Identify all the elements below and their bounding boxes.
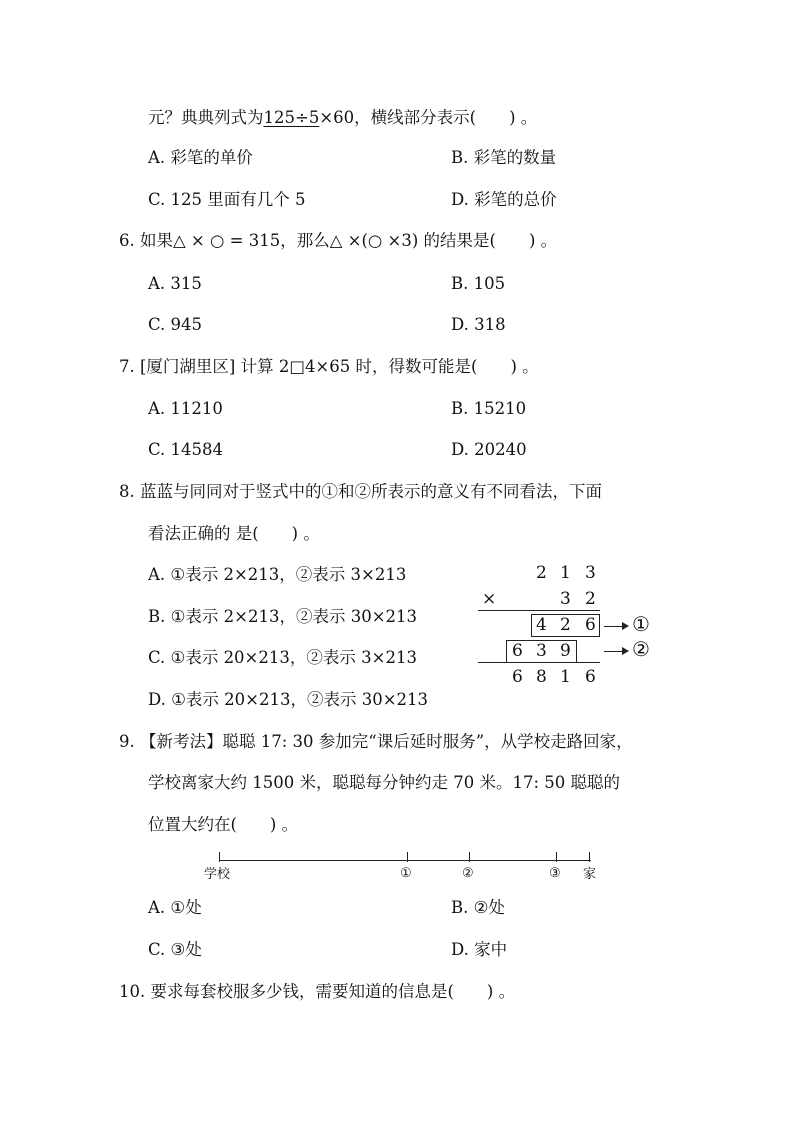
calc-rule-bottom [478,662,600,663]
label-mark-2: ② [462,866,474,881]
q9-option-b[interactable]: B. ②处 [451,898,505,917]
multiplier-digit: 3 [560,589,571,609]
q9-stem-line3: 位置大约在( ) 。 [148,815,299,834]
number-line [219,860,591,861]
q9-stem-line2: 学校离家大约 1500 米，聪聪每分钟约走 70 米。17: 50 聪聪的 [148,773,621,792]
tick-mark-2 [469,852,470,862]
q6-option-d[interactable]: D. 318 [451,315,506,334]
result-digit: 6 [585,667,596,687]
tick-school [219,852,220,862]
label-mark-1: ① [400,866,412,881]
label-home: 家 [583,867,597,882]
q5-option-d[interactable]: D. 彩笔的总价 [451,190,557,209]
times-sign: × [482,589,497,609]
q5-option-b[interactable]: B. 彩笔的数量 [451,148,557,167]
q8-option-b[interactable]: B. ①表示 2×213，②表示 30×213 [148,607,418,626]
q5-stem-post: ×60，横线部分表示( ) 。 [319,108,538,127]
calc-rule-top [478,610,600,611]
q8-stem-line1: 8. 蓝蓝与同同对于竖式中的①和②所表示的意义有不同看法，下面 [119,482,602,501]
q9-option-a[interactable]: A. ①处 [148,898,202,917]
q8-option-c[interactable]: C. ①表示 20×213，②表示 3×213 [148,648,417,667]
q7-option-b[interactable]: B. 15210 [451,399,527,418]
q10-stem: 10. 要求每套校服多少钱，需要知道的信息是( ) 。 [119,982,516,1001]
result-digit: 1 [560,667,571,687]
q7-option-c[interactable]: C. 14584 [148,440,224,459]
q6-option-b[interactable]: B. 105 [451,274,506,293]
partial2-digit: 6 [512,641,523,661]
q5-stem-underlined: 125÷5 [263,108,320,127]
q8-option-a[interactable]: A. ①表示 2×213，②表示 3×213 [148,565,407,584]
partial2-digit: 3 [536,641,547,661]
tick-mark-3 [556,852,557,862]
partial1-digit: 6 [585,615,596,635]
q9-stem-line1: 9. 【新考法】聪聪 17: 30 参加完“课后延时服务”，从学校走路回家， [119,732,633,751]
q9-option-d[interactable]: D. 家中 [451,940,508,959]
q7-option-d[interactable]: D. 20240 [451,440,527,459]
tick-mark-1 [407,852,408,862]
q8-stem-line2: 看法正确的 是( ) 。 [148,524,320,543]
q8-option-d[interactable]: D. ①表示 20×213，②表示 30×213 [148,690,429,709]
arrow-to-mark-2 [604,651,623,652]
multiplicand-digit: 3 [585,563,596,583]
q5-option-a[interactable]: A. 彩笔的单价 [148,148,253,167]
arrow-to-mark-1 [604,626,623,627]
result-digit: 8 [536,667,547,687]
label-school: 学校 [204,867,231,882]
multiplier-digit: 2 [585,589,596,609]
result-digit: 6 [512,667,523,687]
multiplicand-digit: 2 [536,563,547,583]
q5-option-c[interactable]: C. 125 里面有几个 5 [148,190,306,209]
q9-option-c[interactable]: C. ③处 [148,940,202,959]
q6-option-a[interactable]: A. 315 [148,274,202,293]
tick-home [589,852,590,862]
mark-1: ① [632,612,650,636]
q7-option-a[interactable]: A. 11210 [148,399,223,418]
partial2-digit: 9 [560,641,571,661]
q5-stem [148,110,537,127]
partial1-digit: 2 [560,615,571,635]
q6-option-c[interactable]: C. 945 [148,315,203,334]
partial1-digit: 4 [536,615,547,635]
q6-stem: 6. 如果△ × ○ = 315，那么△ ×(○ ×3) 的结果是( ) 。 [119,231,558,250]
q7-stem: 7. [厦门湖里区] 计算 2□4×65 时，得数可能是( ) 。 [119,357,539,376]
mark-2: ② [632,637,650,661]
q5-stem-pre: 元？典典列式为 [148,108,264,127]
label-mark-3: ③ [549,866,561,881]
multiplicand-digit: 1 [560,563,571,583]
